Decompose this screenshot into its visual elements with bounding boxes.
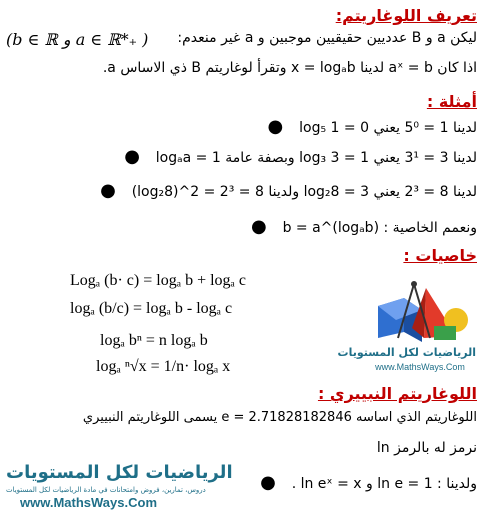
properties-heading: خاصيات :	[403, 246, 477, 265]
maths-logo	[337, 276, 476, 376]
natural-log-heading: اللوغاريتم النبييري :	[317, 384, 477, 403]
definition-formula: اذا كان aˣ = b لدينا x = logₐb وتقرأ لوغاريتم B ذي الاساس a.	[102, 60, 477, 76]
example-item-2	[124, 146, 477, 167]
property-root: logₐ ⁿ√x = 1/n· logₐ x	[96, 358, 231, 375]
example-text-1: لدينا 1 = 5⁰ يعني 0 = log₅ 1	[299, 120, 477, 136]
property-quotient: logₐ (b/c) = logₐ b - logₐ c	[70, 300, 233, 317]
definition-text: ليكن a و B عدديين حقيقيين موجبين و a غير منعدم:	[177, 30, 477, 46]
logo-caption: الرياضيات لكل المستويات	[337, 346, 476, 359]
example-item-4	[251, 216, 477, 237]
footer-title: الرياضيات لكل المستويات	[6, 462, 233, 483]
property-power: logₐ bⁿ = n logₐ b	[100, 332, 208, 349]
bullet-icon: ●	[100, 180, 128, 201]
property-product: Logₐ (b· c) = logₐ b + logₐ c	[70, 272, 247, 289]
natural-log-identity	[260, 472, 477, 493]
example-item-1	[268, 116, 477, 137]
definition-heading: تعريف اللوغاريتم:	[335, 6, 477, 25]
footer-url: www.MathsWays.Com	[20, 495, 158, 510]
footer-subtitle: دروس، تمارين، فروض وامتحانات في مادة الرياضيات لكل المستويات	[6, 486, 206, 494]
example-text-4: ونعمم الخاصية : b = a^(logₐb)	[282, 220, 477, 236]
geometry-logo-icon	[337, 276, 476, 376]
bullet-icon: ●	[260, 472, 288, 493]
example-text-2: لدينا 3 = 3¹ يعني 1 = log₃ 3 وبصفة عامة logₐa = 1	[155, 150, 477, 166]
example-text-3: لدينا 8 = 2³ يعني 3 = log₂8 ولدينا 8 = 2³ = 2^(log₂8)	[131, 184, 477, 200]
logo-url: www.MathsWays.Com	[375, 362, 465, 372]
bullet-icon: ●	[124, 146, 152, 167]
bullet-icon: ●	[250, 216, 279, 237]
examples-heading: أمثلة :	[426, 92, 477, 111]
natural-log-definition: اللوغاريتم الذي اساسه e = 2.71828182846 يسمى اللوغاريتم النبييري	[82, 410, 477, 425]
example-item-3	[100, 180, 477, 201]
natural-log-symbol: نرمز له بالرمز ln	[376, 440, 477, 456]
definition-domain-math: (b ∈ ℝ و a ∈ ℝ*₊ )	[6, 30, 149, 49]
natural-log-identity-text: ولدينا : ln e = 1 و ln eˣ = x .	[291, 476, 477, 492]
bullet-icon: ●	[267, 116, 295, 137]
